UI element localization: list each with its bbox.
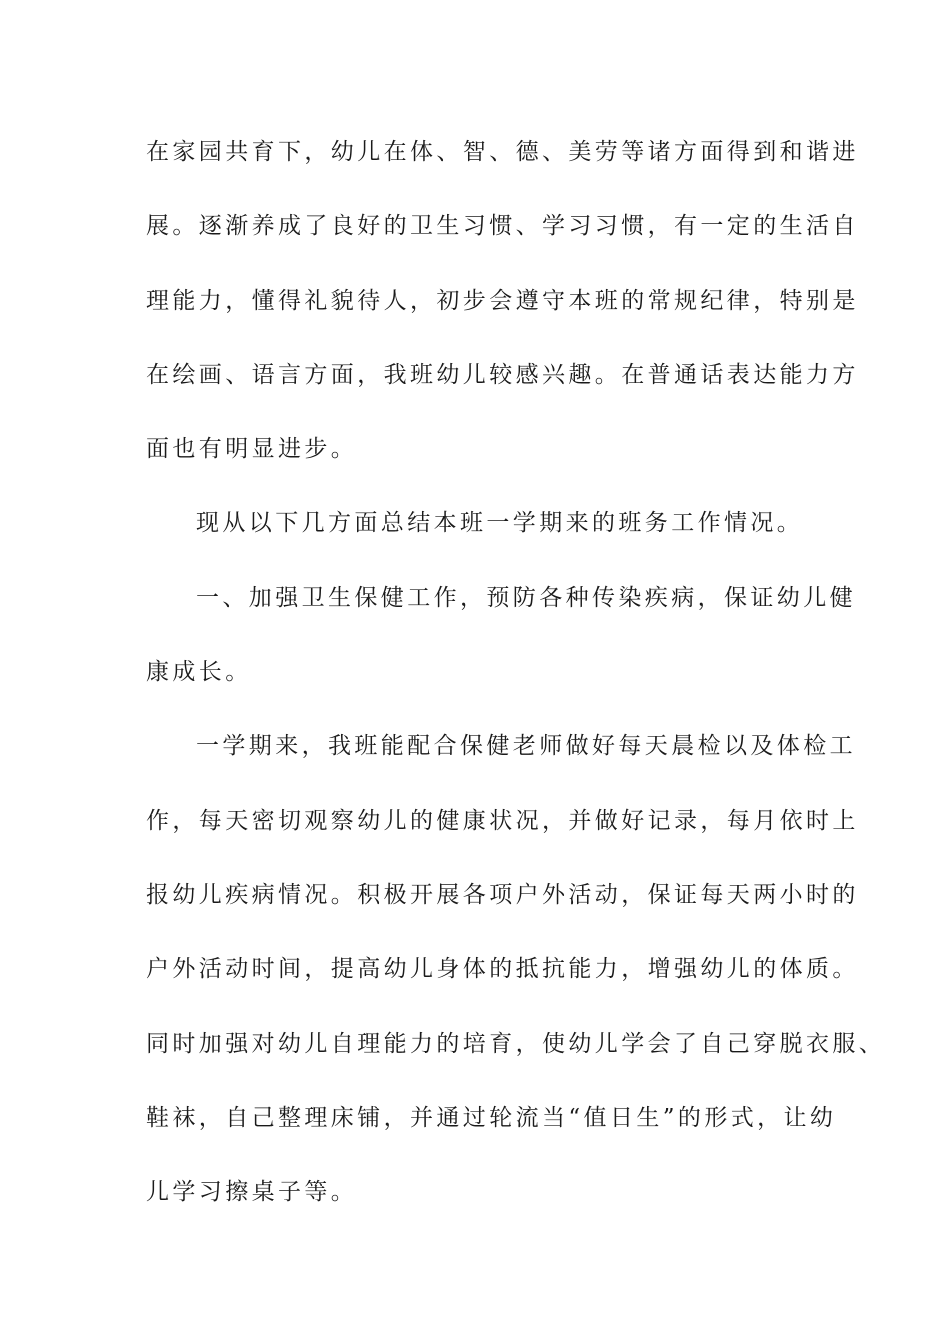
text-line: 在绘画、语言方面，我班幼儿较感兴趣。在普通话表达能力方 — [146, 361, 859, 388]
section-heading: 一、加强卫生保健工作，预防各种传染疾病，保证幼儿健 — [196, 584, 856, 611]
section-heading-cont: 康成长。 — [146, 659, 252, 686]
text-line: 一学期来，我班能配合保健老师做好每天晨检以及体检工 — [196, 733, 856, 760]
text-line: 鞋袜，自己整理床铺，并通过轮流当“值日生”的形式，让幼 — [146, 1104, 837, 1131]
body-text — [146, 128, 886, 1242]
text-line: 理能力，懂得礼貌待人，初步会遵守本班的常规纪律，特别是 — [146, 287, 859, 314]
text-line: 户外活动时间，提高幼儿身体的抵抗能力，增强幼儿的体质。 — [146, 956, 859, 983]
text-line: 报幼儿疾病情况。积极开展各项户外活动，保证每天两小时的 — [146, 881, 859, 908]
text-line: 作，每天密切观察幼儿的健康状况，并做好记录，每月依时上 — [146, 807, 859, 834]
text-line: 面也有明显进步。 — [146, 436, 358, 463]
text-line: 同时加强对幼儿自理能力的培育，使幼儿学会了自己穿脱衣服、 — [146, 1030, 886, 1057]
text-line: 儿学习擦桌子等。 — [146, 1179, 358, 1206]
text-line: 现从以下几方面总结本班一学期来的班务工作情况。 — [196, 510, 804, 537]
text-line: 在家园共育下，幼儿在体、智、德、美劳等诸方面得到和谐进 — [146, 139, 859, 165]
text-line: 展。逐渐养成了良好的卫生习惯、学习习惯，有一定的生活自 — [146, 213, 859, 240]
